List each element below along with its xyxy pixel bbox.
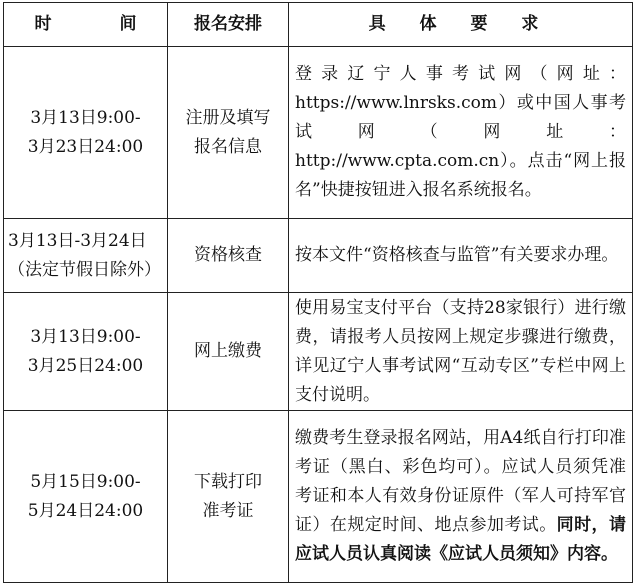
time-start: 5月15日9:00-	[30, 471, 141, 492]
time-end: 5月24日24:00	[27, 500, 144, 521]
header-time	[4, 3, 168, 47]
requirement-cell: 登录辽宁人事考试网（网址：https://www.lnrsks.com）或中国人事考试网（网址：http://www.cpta.com.cn）。点击“网上报名”快捷按钮进入报名系统报名。	[289, 47, 633, 219]
header-requirement: 具 体 要 求	[289, 3, 633, 47]
time-end: 3月25日24:00	[27, 355, 144, 376]
header-row	[4, 3, 633, 47]
requirement-cell: 使用易宝支付平台（支持28家银行）进行缴费，请报考人员按网上规定步骤进行缴费，详见辽宁人事考试网“互动专区”专栏中网上支付说明。	[289, 293, 633, 411]
time-cell	[4, 219, 168, 293]
time-cell	[4, 293, 168, 411]
item-cell	[168, 411, 289, 583]
item-line-2: 准考证	[202, 500, 254, 521]
item-cell	[168, 219, 289, 293]
item-line-1: 注册及填写	[185, 107, 271, 128]
time-end: 3月23日24:00	[27, 136, 144, 157]
table-row	[4, 411, 633, 583]
item-line-1: 网上缴费	[194, 341, 262, 361]
requirement-text: 缴费考生登录报名网站，用A4纸自行打印准考证（黑白、彩色均可）。应试人员须凭准考证和本人有效身份证原件（军人可持军官证）在规定时间、地点参加考试。	[295, 428, 626, 535]
item-cell	[168, 293, 289, 411]
header-time-char-1: 时	[34, 14, 52, 34]
time-start: 3月13日9:00-	[30, 326, 141, 347]
item-line-2: 报名信息	[194, 136, 262, 157]
time-start: 3月13日9:00-	[30, 107, 141, 128]
schedule-table	[3, 2, 633, 583]
time-note: （法定节假日除外）	[8, 259, 161, 280]
table-row	[4, 219, 633, 293]
requirement-bold-note: 同时，请应试人员认真阅读《应试人员须知》内容。	[295, 515, 627, 564]
item-line-1: 下载打印	[194, 471, 262, 492]
time-cell	[4, 47, 168, 219]
time-cell	[4, 411, 168, 583]
table-row	[4, 293, 633, 411]
item-line-1: 资格核查	[194, 245, 262, 265]
header-item: 报名安排	[168, 3, 289, 47]
requirement-cell: 按本文件“资格核查与监管”有关要求办理。	[289, 219, 633, 293]
time-range: 3月13日-3月24日	[8, 230, 147, 251]
item-cell	[168, 47, 289, 219]
header-time-char-2: 间	[119, 14, 137, 34]
table-row	[4, 47, 633, 219]
requirement-cell	[289, 411, 633, 583]
